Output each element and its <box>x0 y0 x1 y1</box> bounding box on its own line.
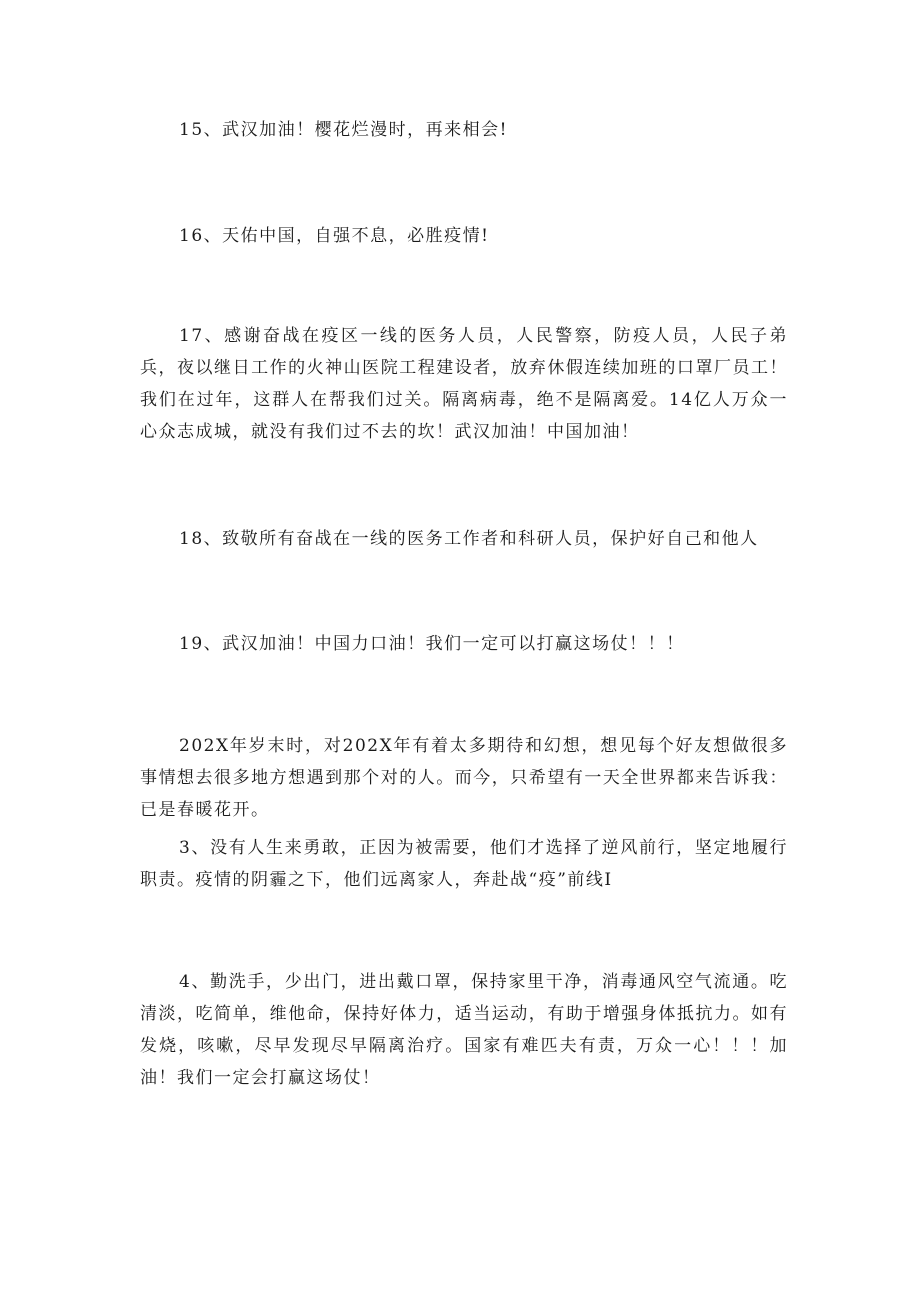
paragraph-year-end: 202X年岁末时，对202X年有着太多期待和幻想，想见每个好友想做很多事情想去很多地方想遇到那个对的人。而今，只希望有一天全世界都来告诉我：已是春暖花开。 <box>140 736 788 820</box>
paragraph-16: 16、天佑中国，自强不息，必胜疫情! <box>179 226 490 246</box>
paragraph-15: 15、武汉加油！樱花烂漫时，再来相会! <box>179 120 508 140</box>
paragraph-3: 3、没有人生来勇敢，正因为被需要，他们才选择了逆风前行，坚定地履行职责。疫情的阴霾之下，他们远离家人，奔赴战“疫”前线I <box>140 838 788 890</box>
paragraph-19: 19、武汉加油！中国力口油！我们一定可以打赢这场仗！！！ <box>179 634 685 654</box>
paragraph-4: 4、勤洗手，少出门，进出戴口罩，保持家里干净，消毒通风空气流通。吃清淡，吃简单，维他命，保持好体力，适当运动，有助于增强身体抵抗力。如有发烧，咳嗽，尽早发现尽早隔离治疗。国家有难匹夫有责，万众一心！！！加油！我们一定会打赢这场仗！ <box>140 972 788 1088</box>
paragraph-18: 18、致敬所有奋战在一线的医务工作者和科研人员，保护好自己和他人 <box>179 529 759 549</box>
paragraph-17: 17、感谢奋战在疫区一线的医务人员，人民警察，防疫人员，人民子弟兵，夜以继日工作的火神山医院工程建设者，放弃休假连续加班的口罩厂员工！我们在过年，这群人在帮我们过关。隔离病毒，绝不是隔离爱。14亿人万众一心众志成城，就没有我们过不去的坎！武汉加油！中国加油！ <box>140 326 788 442</box>
